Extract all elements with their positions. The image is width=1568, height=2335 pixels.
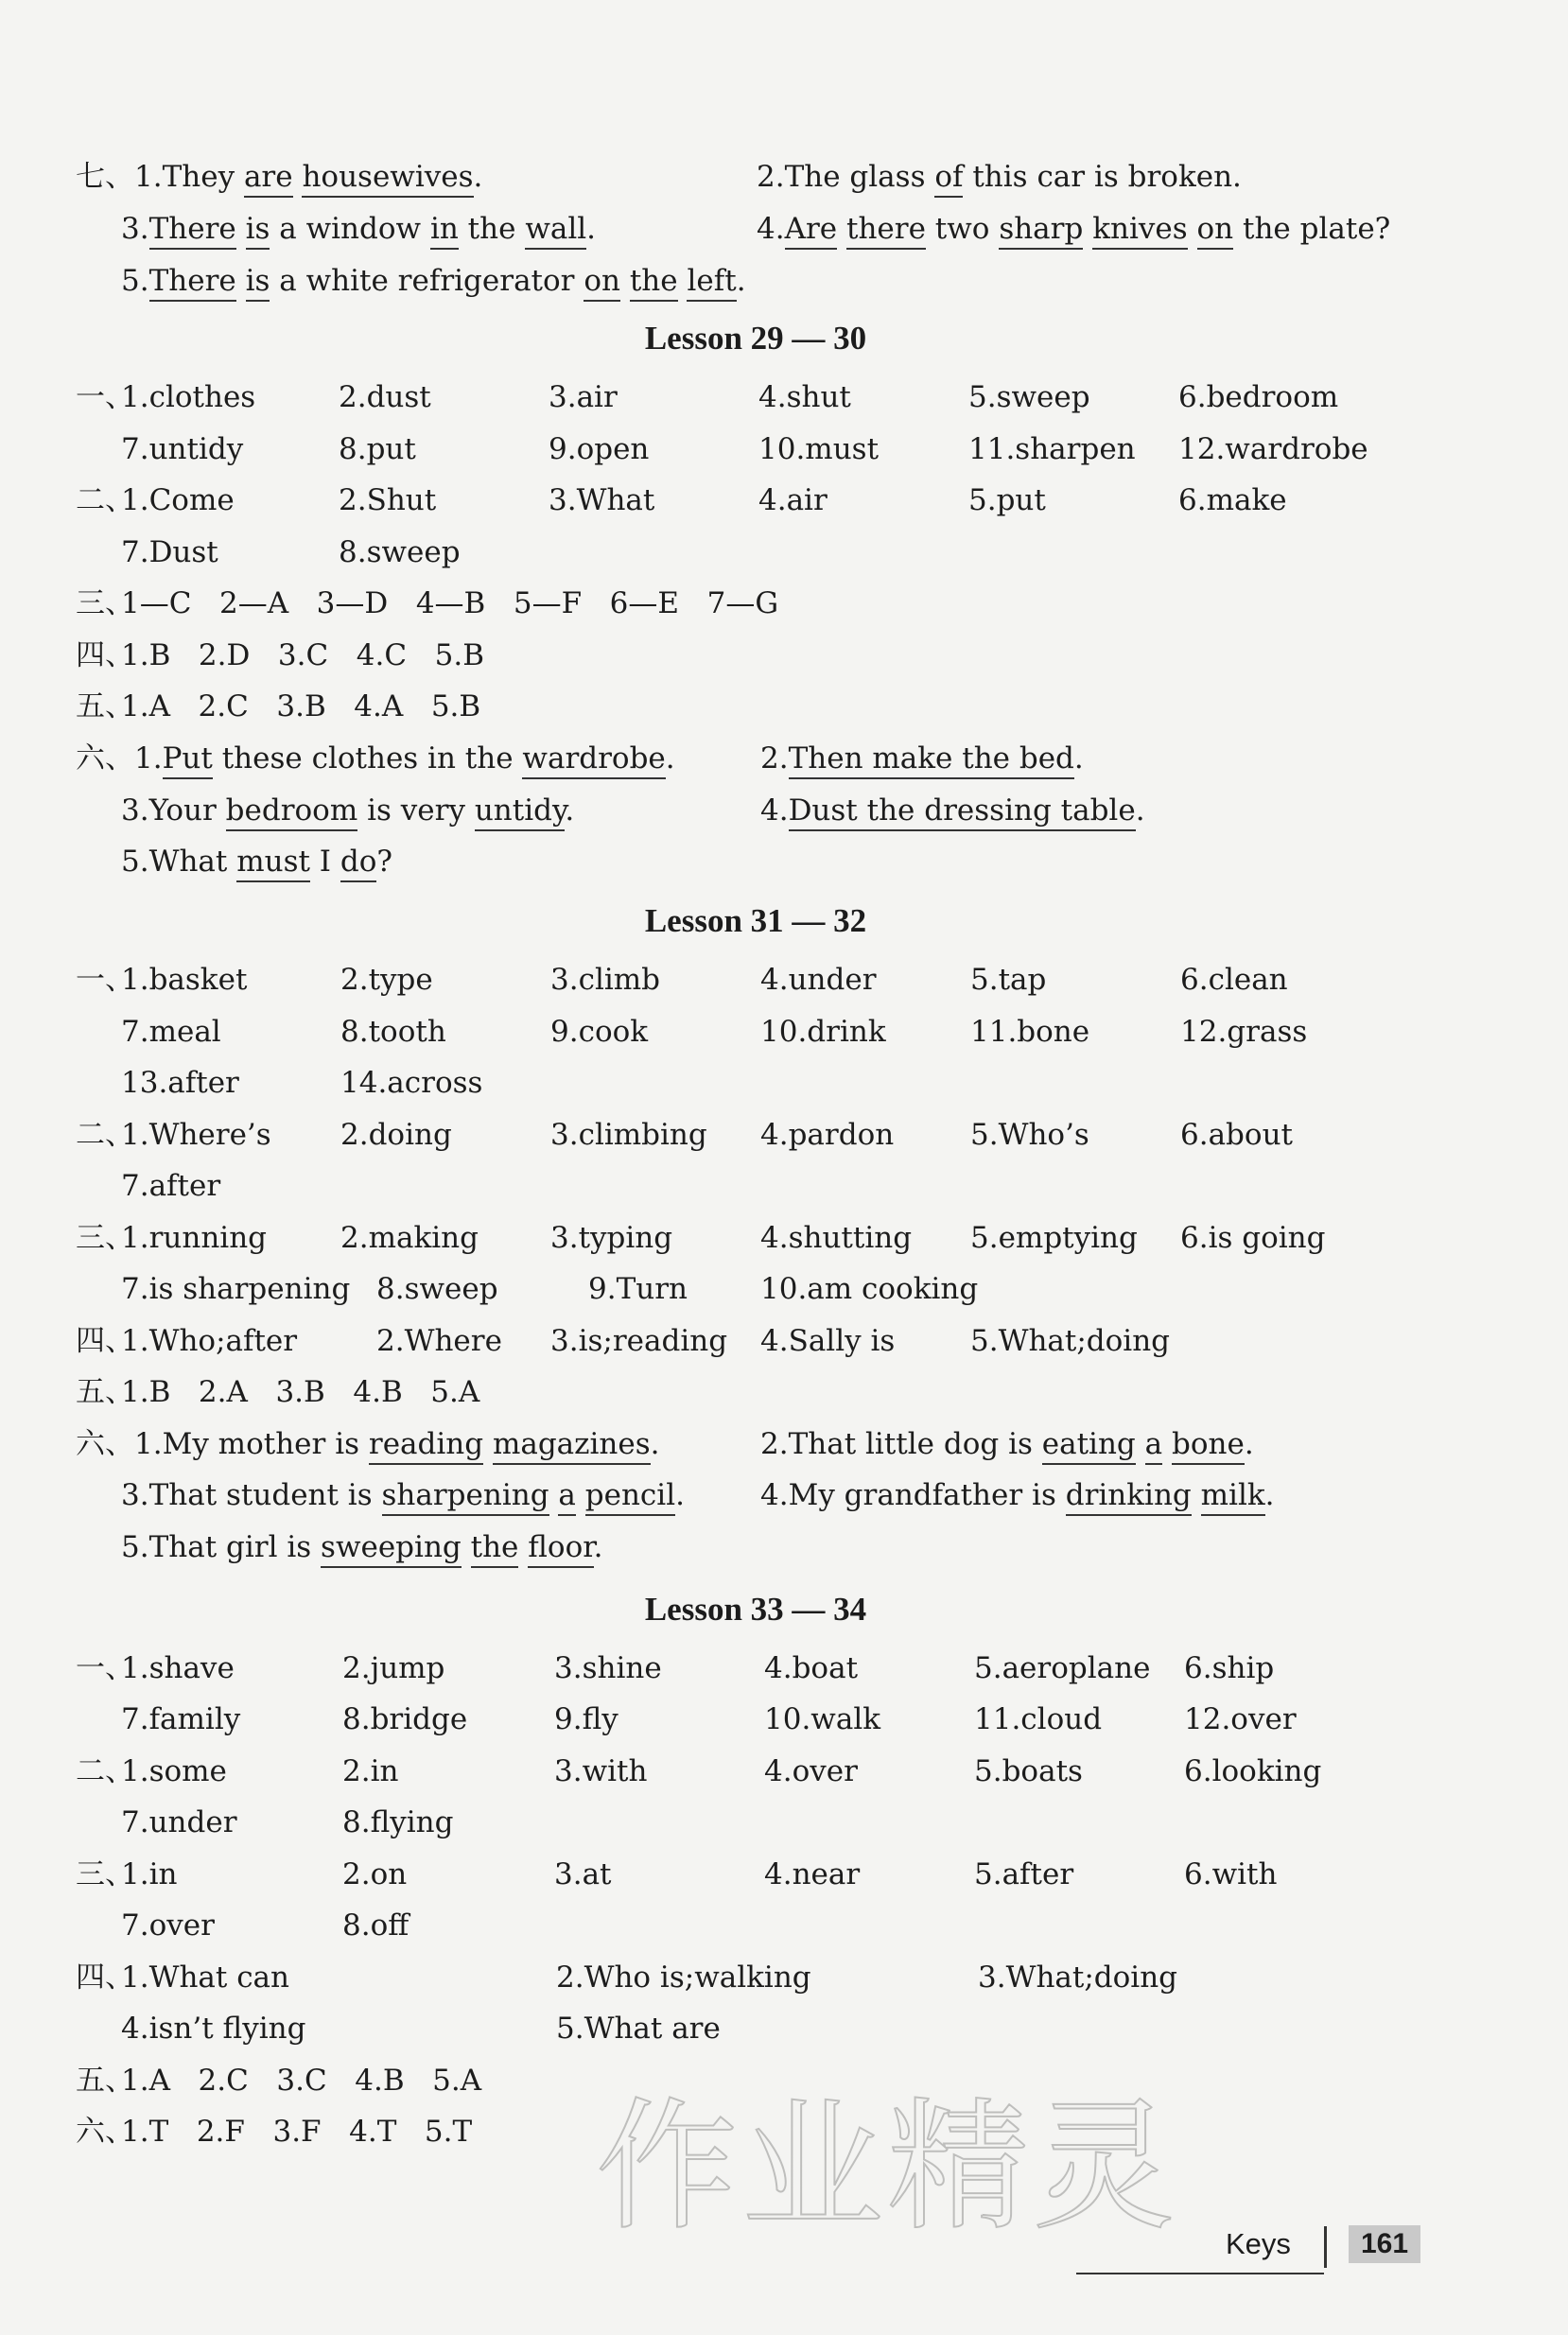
underlined-word: magazines xyxy=(493,1427,651,1465)
underlined-word: untidy xyxy=(475,793,566,831)
section-label: 三、 xyxy=(76,1221,134,1255)
underlined-word: on xyxy=(584,264,620,302)
underlined-word: floor xyxy=(528,1530,593,1568)
lesson-heading: Lesson 29 — 30 xyxy=(644,320,867,357)
section-label: 七、 xyxy=(76,160,134,194)
underlined-word: is xyxy=(246,264,270,302)
answer-line: 3.Your bedroom is very untidy. xyxy=(121,792,574,829)
underlined-word: on xyxy=(1197,212,1234,250)
section-label: 四、 xyxy=(76,1324,134,1358)
underlined-word: left xyxy=(687,264,736,302)
underlined-word: must xyxy=(236,845,310,882)
section-label: 二、 xyxy=(76,1754,134,1788)
page-number: 161 xyxy=(1349,2225,1420,2263)
footer-divider xyxy=(1324,2226,1327,2268)
underlined-word: a xyxy=(1145,1427,1162,1465)
answer-line: 4.Dust the dressing table. xyxy=(760,792,1145,829)
underlined-word: There xyxy=(149,264,236,302)
underlined-word: wall xyxy=(525,212,586,250)
underlined-word: Put xyxy=(163,741,213,779)
underlined-word: reading xyxy=(369,1427,483,1465)
underlined-word: pencil xyxy=(585,1478,675,1516)
underlined-word: the xyxy=(471,1530,519,1568)
underlined-word: housewives xyxy=(302,160,473,198)
underlined-word: is xyxy=(246,212,270,250)
lesson-heading: Lesson 31 — 32 xyxy=(644,902,867,939)
answer-line: 2.Then make the bed. xyxy=(760,740,1084,777)
section-label: 五、 xyxy=(76,689,134,723)
answer-line: 六、1.Put these clothes in the wardrobe. xyxy=(76,740,675,777)
underlined-word: in xyxy=(430,212,459,250)
section-label: 四、 xyxy=(76,638,134,672)
answer-line: 4.My grandfather is drinking milk. xyxy=(760,1476,1275,1514)
underlined-word: knives xyxy=(1092,212,1187,250)
footer-label: Keys xyxy=(1226,2227,1291,2260)
answer-line: 5.There is a white refrigerator on the left. xyxy=(121,262,746,300)
underlined-word: Then make the bed xyxy=(789,741,1074,779)
section-label: 五、 xyxy=(76,1375,134,1409)
underlined-word: are xyxy=(244,160,293,198)
underlined-word: drinking xyxy=(1066,1478,1192,1516)
section-label: 一、 xyxy=(76,963,134,997)
section-label: 二、 xyxy=(76,483,134,517)
underlined-word: sharpening xyxy=(382,1478,549,1516)
underlined-word: milk xyxy=(1201,1478,1265,1516)
section-label: 四、 xyxy=(76,1960,134,1995)
underlined-word: there xyxy=(846,212,926,250)
answer-line: 3.That student is sharpening a pencil. xyxy=(121,1476,685,1514)
section-label: 三、 xyxy=(76,586,134,620)
underlined-word: Are xyxy=(785,212,838,250)
underlined-word: of xyxy=(934,160,963,198)
section-label: 六、 xyxy=(76,741,134,775)
answer-line: 六、1.My mother is reading magazines. xyxy=(76,1425,659,1463)
section-label: 六、 xyxy=(76,2115,134,2149)
section-label: 六、 xyxy=(76,1427,134,1461)
underlined-word: Dust the dressing table xyxy=(789,793,1136,831)
underlined-word: the xyxy=(630,264,678,302)
underlined-word: do xyxy=(340,845,377,882)
answer-line: 3.There is a window in the wall. xyxy=(121,210,596,248)
answer-line: 2.That little dog is eating a bone. xyxy=(760,1425,1254,1463)
underlined-word: There xyxy=(149,212,236,250)
section-label: 五、 xyxy=(76,2064,134,2098)
section-label: 三、 xyxy=(76,1857,134,1891)
underlined-word: a xyxy=(558,1478,575,1516)
answer-key-page: 七、1.They are housewives. 2.The glass of this car is broken. 3.There is a window in the wall. 4.Are there two sharp knives on the plate? 5.There is a white refrigerator on the left. Lesson 29 — 30 一、 1.clothes 2.dust 3.air 4.shut 5.sweep 6.bedroom 7.untidy 8.put 9.open 10.must 11.sharpen 12.wardrobe 二、 1.Come 2.Shut 3.What 4.air 5.put 6.make 7.Dust 8.sweep 三、 1—C 2—A 3—D 4—B 5—F 6—E 7—G 四、 1.B 2.D 3.C 4.C 5.B 五、 1.A 2.C 3.B 4.A 5.B 六、1.Put these clothes in the wardrobe. 2.Then make the bed. 3.Your bedroom is very untidy. 4.Dust the dressing table. 5.What must I do? Lesson 31 — 32 一、 1.basket 2.type 3.climb 4.under 5.tap 6.clean 7.meal 8.tooth 9.cook 10.drink 11.bone 12.grass 13.after 14.across 二、 1.Where’s 2.doing 3.climbing 4.pardon 5.Who’s 6.about 7.after 三、 1.running 2.making 3.typing 4.shutting 5.emptying 6.is going 7.is sharpening 8.sweep 9.Turn 10.am cooking 四、 1.Who;after 2.Where 3.is;reading 4.Sally is 5.What;doing 五、 1.B 2.A 3.B 4.B 5.A 六、1.My mother is reading magazines. 2.That little dog is eating a bone. 3.That student is sharpening a pencil. 4.My grandfather is drinking milk. 5.That girl is sweeping the floor. Lesson 33 — 34 一、 1.shave 2.jump 3.shine 4.boat 5.aeroplane 6.ship 7.family 8.bridge 9.fly 10.walk 11.cloud 12.over 二、 1.some 2.in 3.with 4.over 5.boats 6.looking 7.under 8.flying 三、 1.in 2.on 3.at 4.near 5.after 6.with 7.over 8.off 四、 1.What can 2.Who is;walking 3.What;doing 4.isn’t flying 5.What are 五、 1.A 2.C 3.C 4.B 5.A 六、 1.T 2.F 3.F 4.T 5.T 作业精灵 Keys 161 xyxy=(0,0,1568,2335)
lesson-heading: Lesson 33 — 34 xyxy=(644,1591,867,1628)
answer-line: 5.What must I do? xyxy=(121,843,392,880)
answer-line: 2.The glass of this car is broken. xyxy=(757,158,1242,196)
answer-line: 5.That girl is sweeping the floor. xyxy=(121,1528,603,1566)
footer-rule xyxy=(1076,2273,1324,2274)
answer-line: 4.Are there two sharp knives on the plate? xyxy=(757,210,1390,248)
underlined-word: eating xyxy=(1042,1427,1136,1465)
underlined-word: sharp xyxy=(999,212,1083,250)
underlined-word: wardrobe xyxy=(522,741,665,779)
section-label: 一、 xyxy=(76,1651,134,1685)
underlined-word: bone xyxy=(1172,1427,1245,1465)
section-label: 二、 xyxy=(76,1118,134,1152)
underlined-word: bedroom xyxy=(226,793,358,831)
watermark: 作业精灵 xyxy=(596,2085,1179,2250)
answer-line: 七、1.They are housewives. xyxy=(76,158,482,196)
section-label: 一、 xyxy=(76,380,134,414)
underlined-word: sweeping xyxy=(321,1530,462,1568)
